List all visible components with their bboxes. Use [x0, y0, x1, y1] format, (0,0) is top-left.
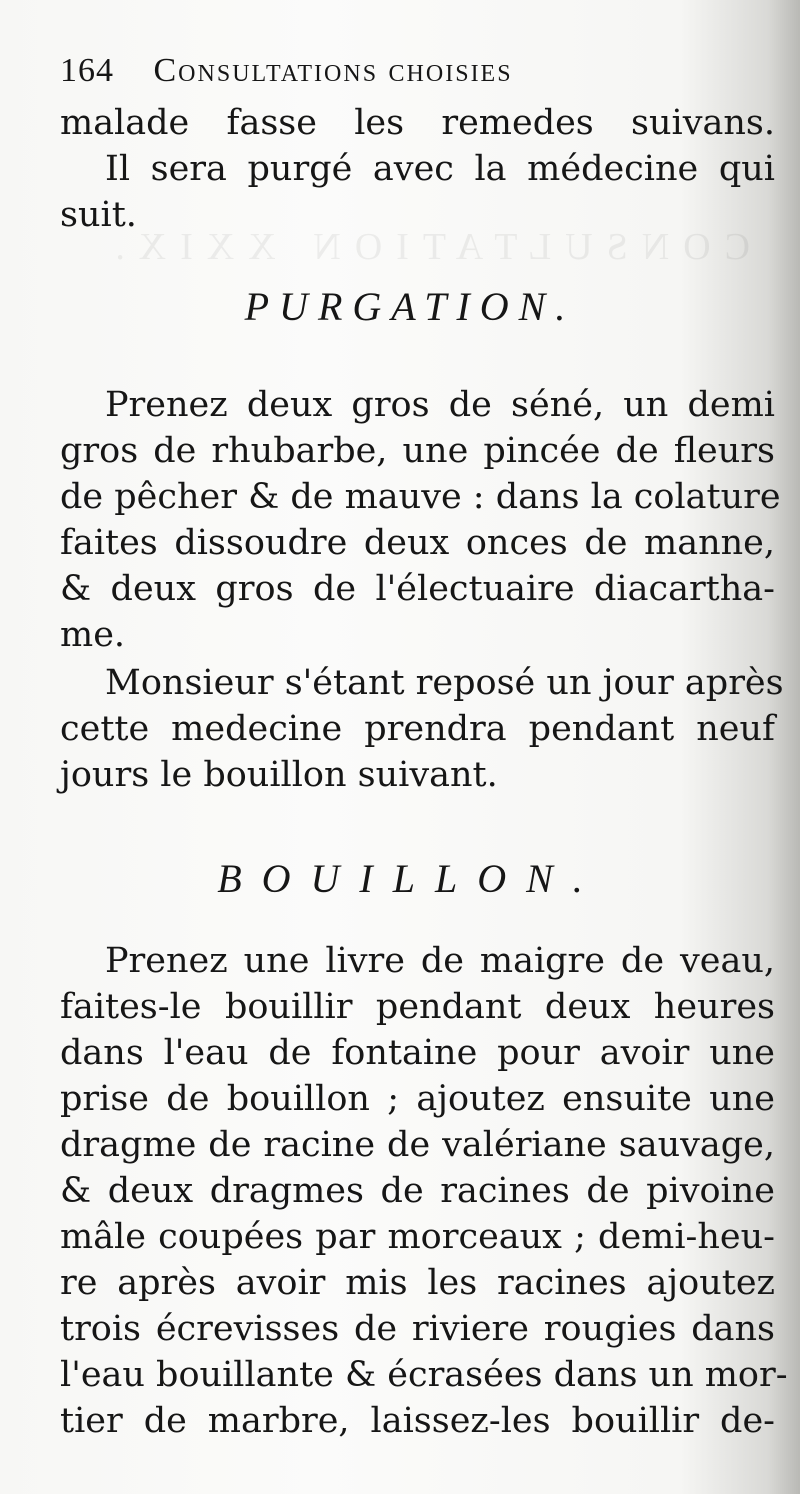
text-line: & deux dragmes de racines de pivoine [60, 1171, 775, 1211]
text-line: & deux gros de l'électuaire diacartha- [60, 569, 775, 609]
text-line: faites dissoudre deux onces de manne, [60, 523, 775, 563]
text-line: malade fasse les remedes suivans. [60, 103, 775, 143]
section-heading-purgation: PURGATION. [244, 284, 576, 329]
bleed-through-text: CONSULTATION XXIX. [101, 226, 750, 268]
text-line: me. [60, 615, 126, 655]
paragraph-bouillon [60, 938, 788, 1444]
running-head [60, 52, 760, 90]
paragraph-monsieur [60, 660, 784, 798]
text-line: de pêcher & de mauve : dans la colature [60, 477, 781, 517]
text-line: dragme de racine de valériane sauvage, [60, 1125, 775, 1165]
section-heading-bouillon: BOUILLON. [217, 856, 603, 901]
paragraph-intro [60, 100, 775, 238]
text-line: dans l'eau de fontaine pour avoir une [60, 1033, 775, 1073]
text-line: Prenez une livre de maigre de veau, [105, 941, 775, 981]
text-line: Monsieur s'étant reposé un jour après [105, 663, 784, 703]
text-line: cette medecine prendra pendant neuf [60, 709, 775, 749]
text-line: suit. [60, 195, 137, 235]
text-line: Prenez deux gros de séné, un demi [105, 385, 775, 425]
text-line: jours le bouillon suivant. [60, 755, 498, 795]
text-line: re après avoir mis les racines ajoutez [60, 1263, 775, 1303]
text-line: faites-le bouillir pendant deux heures [60, 987, 775, 1027]
text-line: tier de marbre, laissez-les bouillir de- [60, 1401, 775, 1441]
text-line: Il sera purgé avec la médecine qui [105, 149, 775, 189]
text-line: gros de rhubarbe, une pincée de fleurs [60, 431, 775, 471]
text-line: trois écrevisses de riviere rougies dans [60, 1309, 775, 1349]
running-title: Consultations choisies [153, 52, 513, 89]
text-line: prise de bouillon ; ajoutez ensuite une [60, 1079, 775, 1119]
text-line: mâle coupées par morceaux ; demi-heu- [60, 1217, 775, 1257]
page-number: 164 [60, 52, 114, 89]
paragraph-purgation [60, 382, 781, 658]
text-line: l'eau bouillante & écrasées dans un mor- [60, 1355, 788, 1395]
